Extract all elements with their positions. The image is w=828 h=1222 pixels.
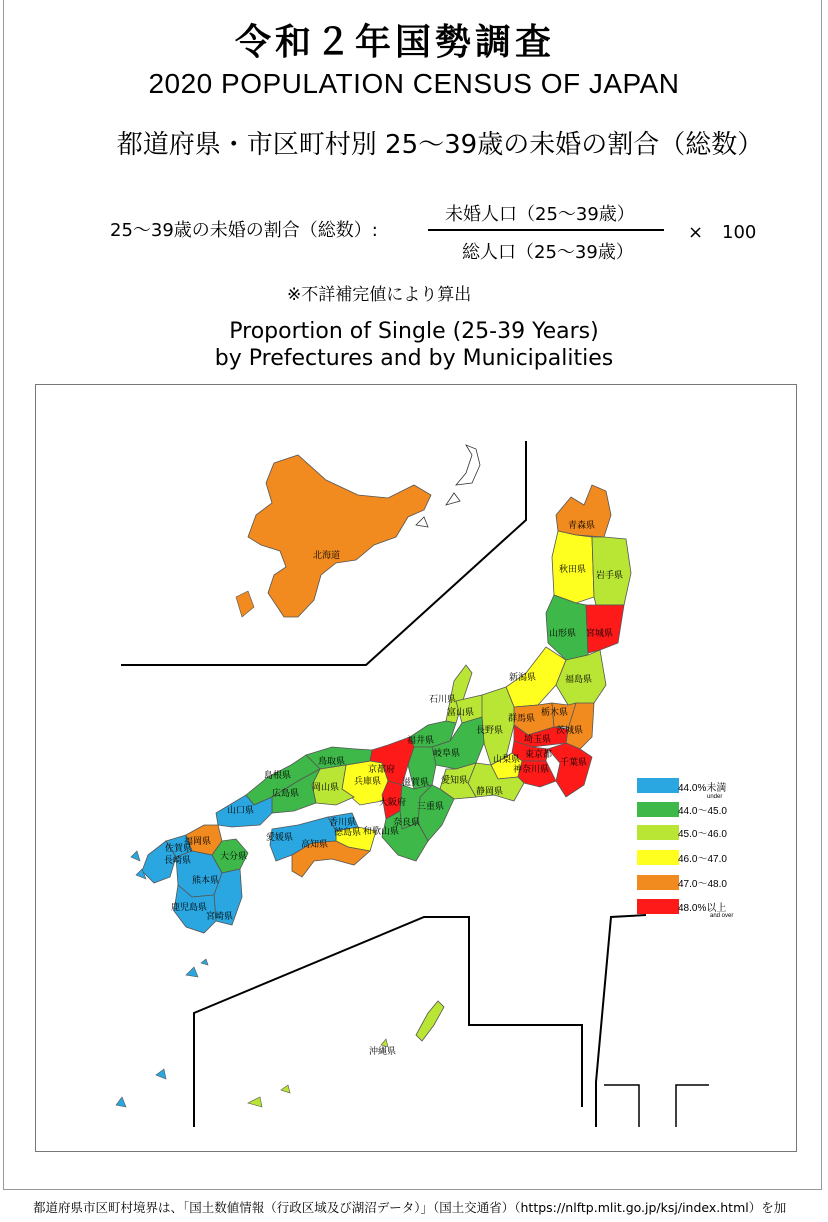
legend-item [637, 825, 727, 840]
formula-fraction-bar [428, 229, 664, 231]
formula-multiplier: 100 [722, 222, 757, 243]
formula-times-sign: × [688, 222, 704, 243]
pref-label-tochigi: 栃木県 [541, 708, 569, 718]
pref-label-ishikawa: 石川県 [429, 695, 457, 705]
region-okinawa [416, 1001, 444, 1041]
inset-small-border-2 [676, 1085, 709, 1127]
pref-label-fukushima: 福島県 [565, 675, 593, 685]
region-chiba [548, 743, 592, 797]
formula-label: 25～39歳の未婚の割合（総数）: [110, 220, 378, 241]
legend-item [637, 802, 727, 817]
page-title-en: 2020 POPULATION CENSUS OF JAPAN [148, 68, 680, 99]
pref-label-kyoto: 京都府 [368, 765, 396, 775]
pref-label-okayama: 岡山県 [312, 783, 340, 793]
pref-label-saitama: 埼玉県 [524, 735, 552, 745]
legend-label: 45.0～46.0 [678, 829, 727, 840]
pref-label-toyama: 富山県 [447, 708, 475, 718]
legend-item [637, 875, 727, 890]
inset-small-border-1 [604, 1085, 639, 1127]
pref-label-hokkaido: 北海道 [313, 551, 341, 561]
page-title-jp: 令和２年国勢調査 [234, 22, 555, 63]
map-title-en [0, 318, 828, 372]
okinawa-islets [248, 1039, 388, 1107]
pref-label-kanagawa: 神奈川県 [513, 765, 550, 775]
legend-item [637, 778, 726, 800]
pref-label-kumamoto: 熊本県 [192, 876, 220, 886]
legend-item [637, 899, 733, 919]
legend-label: 48.0%以上 [678, 903, 727, 914]
pref-label-tokyo: 東京都 [525, 750, 553, 760]
pref-label-ehime: 愛媛県 [266, 833, 294, 843]
pref-label-yamanashi: 山梨県 [493, 755, 521, 765]
pref-label-kagoshima: 鹿児島県 [171, 903, 208, 913]
region-hokkaido [248, 455, 431, 617]
calculation-note: ※不詳補完値により算出 [287, 285, 472, 305]
legend-sublabel: under [707, 794, 723, 800]
pref-label-chiba: 千葉県 [560, 758, 588, 768]
map-frame [35, 384, 797, 1152]
pref-label-fukuoka: 福岡県 [184, 837, 212, 847]
map-title-en-line2: by Prefectures and by Municipalities [214, 346, 614, 371]
legend-sublabel: and over [710, 913, 734, 919]
pref-label-tottori: 鳥取県 [318, 757, 346, 767]
map-legend [637, 778, 733, 919]
map-title-en-line1: Proportion of Single (25-39 Years) [229, 319, 599, 344]
hokkaido-islet [236, 591, 254, 617]
legend-label: 44.0%未満 [678, 783, 727, 794]
pref-label-shimane: 島根県 [264, 771, 292, 781]
japan-choropleth-map [36, 385, 796, 1151]
pref-label-miyazaki: 宮崎県 [206, 912, 234, 922]
pref-label-okinawa: 沖縄県 [369, 1047, 397, 1057]
pref-label-yamagata: 山形県 [549, 629, 577, 639]
legend-swatch [637, 850, 679, 865]
pref-label-hiroshima: 広島県 [272, 789, 300, 799]
pref-label-ibaraki: 茨城県 [556, 726, 584, 736]
pref-label-shizuoka: 静岡県 [476, 787, 504, 797]
legend-swatch [637, 875, 679, 890]
region-yamagata [546, 595, 588, 660]
legend-swatch [637, 802, 679, 817]
pref-label-niigata: 新潟県 [509, 673, 537, 683]
pref-label-miyagi: 宮城県 [586, 629, 614, 639]
southern-islets [116, 1069, 166, 1107]
legend-item [637, 850, 727, 865]
pref-label-aomori: 青森県 [568, 521, 596, 531]
pref-label-shiga: 滋賀県 [402, 778, 430, 788]
pref-label-fukui: 福井県 [407, 736, 435, 746]
legend-swatch [637, 899, 679, 914]
pref-label-saga: 佐賀県 [165, 844, 193, 854]
pref-label-aichi: 愛知県 [441, 776, 469, 786]
northern-islands [416, 445, 480, 527]
pref-label-gunma: 群馬県 [508, 714, 536, 724]
pref-label-mie: 三重県 [417, 802, 445, 812]
legend-label: 47.0～48.0 [678, 879, 727, 890]
pref-label-nagano: 長野県 [476, 726, 504, 736]
formula-numerator: 未婚人口（25～39歳） [445, 204, 635, 225]
pref-label-tokushima: 徳島県 [334, 828, 362, 838]
pref-label-wakayama: 和歌山県 [363, 827, 400, 837]
pref-label-oita: 大分県 [220, 852, 248, 862]
pref-label-akita: 秋田県 [559, 565, 587, 575]
legend-swatch [637, 825, 679, 840]
pref-label-nagasaki: 長崎県 [164, 856, 192, 866]
legend-label: 44.0～45.0 [678, 806, 727, 817]
legend-label: 46.0～47.0 [678, 854, 727, 865]
pref-label-hyogo: 兵庫県 [354, 777, 382, 787]
pref-label-gifu: 岐阜県 [433, 749, 461, 759]
formula-denominator: 総人口（25～39歳） [462, 242, 634, 263]
pref-label-osaka: 大阪府 [379, 798, 407, 808]
pref-label-iwate: 岩手県 [596, 571, 624, 581]
legend-swatch [637, 778, 679, 793]
source-footer: 都道府県市区町村境界は、「国土数値情報（行政区域及び湖沼データ）」（国土交通省）（https://nlftp.mlit.go.jp/ksj/index.html）を加 [33, 1200, 787, 1215]
okinawa-inset-border [194, 917, 582, 1127]
pref-label-kochi: 高知県 [301, 840, 329, 850]
pref-label-yamaguchi: 山口県 [227, 806, 255, 816]
map-subtitle-jp: 都道府県・市区町村別 25～39歳の未婚の割合（総数） [116, 130, 764, 160]
pref-label-nara: 奈良県 [393, 818, 421, 828]
pref-label-kagawa: 香川県 [329, 818, 357, 828]
